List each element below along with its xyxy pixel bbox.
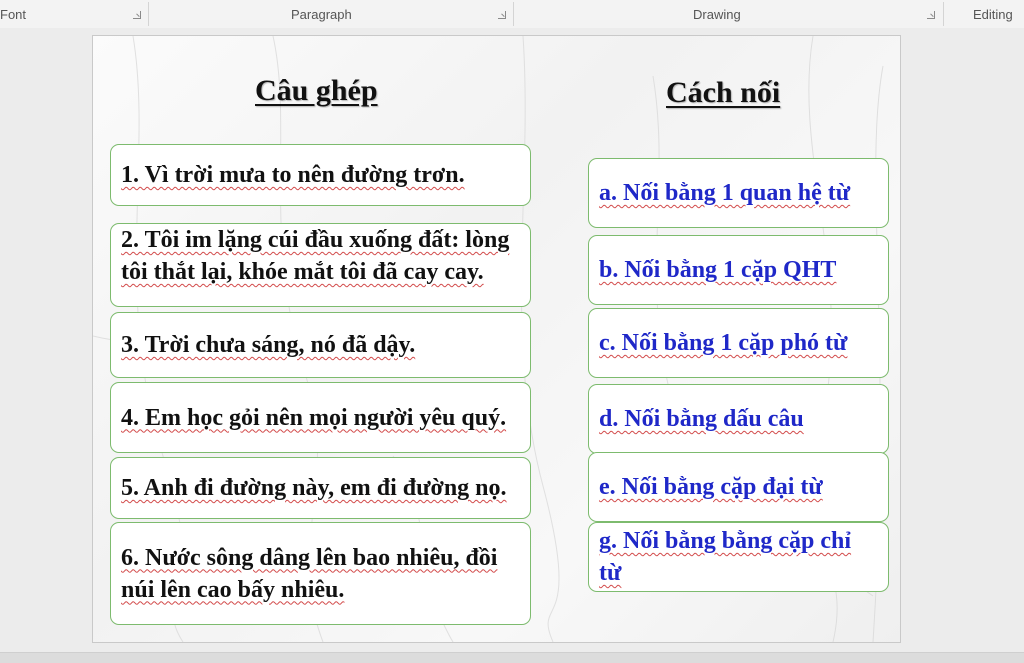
sentence-box-5[interactable] [110,457,531,519]
drawing-dialog-launcher-icon[interactable] [927,11,935,19]
method-text: c. Nối bằng 1 cặp phó từ [599,330,848,356]
method-text: g. Nối bằng bằng cặp chỉ từ [599,528,852,586]
method-text: d. Nối bằng dấu câu [599,406,804,432]
font-dialog-launcher-icon[interactable] [133,11,141,19]
slide[interactable] [92,35,901,643]
method-box-c[interactable] [588,308,889,378]
paragraph-dialog-launcher-icon[interactable] [498,11,506,19]
method-text: a. Nối bằng 1 quan hệ từ [599,180,851,206]
method-box-a[interactable] [588,158,889,228]
method-box-d[interactable] [588,384,889,454]
method-box-b[interactable] [588,235,889,305]
ribbon-group-font: Font [0,7,27,22]
sentence-box-3[interactable] [110,312,531,378]
ribbon-separator [943,2,944,26]
ribbon-group-drawing: Drawing [693,7,741,22]
sentence-text: 4. Em học gỏi nên mọi người yêu quý. [121,404,507,431]
sentence-box-4[interactable] [110,382,531,453]
sentence-box-1[interactable] [110,144,531,206]
ribbon-group-editing: Editing [973,7,1013,22]
ribbon-group-labels [0,0,1024,29]
sentence-text: 6. Nước sông dâng lên bao nhiêu, đồi núi lên cao bấy nhiêu. [121,544,498,603]
ribbon-separator [513,2,514,26]
heading-cau-ghep: Câu ghép [255,74,378,107]
sentence-box-2[interactable] [110,223,531,307]
ribbon-group-paragraph: Paragraph [291,7,352,22]
sentence-text: 3. Trời chưa sáng, nó đã dậy. [121,332,416,358]
sentence-text: 5. Anh đi đường này, em đi đường nọ. [121,475,507,501]
method-text: b. Nối bằng 1 cặp QHT [599,257,837,283]
method-text: e. Nối bằng cặp đại từ [599,474,823,500]
method-box-g[interactable] [588,522,889,592]
heading-cach-noi: Cách nối [666,76,781,109]
sentence-box-6[interactable] [110,522,531,625]
sentence-text: 1. Vì trời mưa to nên đường trơn. [121,162,465,188]
status-bar-edge [0,652,1024,663]
sentence-text: 2. Tôi im lặng cúi đầu xuống đất: lòng tôi thắt lại, khóe mắt tôi đã cay cay. [121,227,510,285]
method-box-e[interactable] [588,452,889,522]
ribbon-separator [148,2,149,26]
